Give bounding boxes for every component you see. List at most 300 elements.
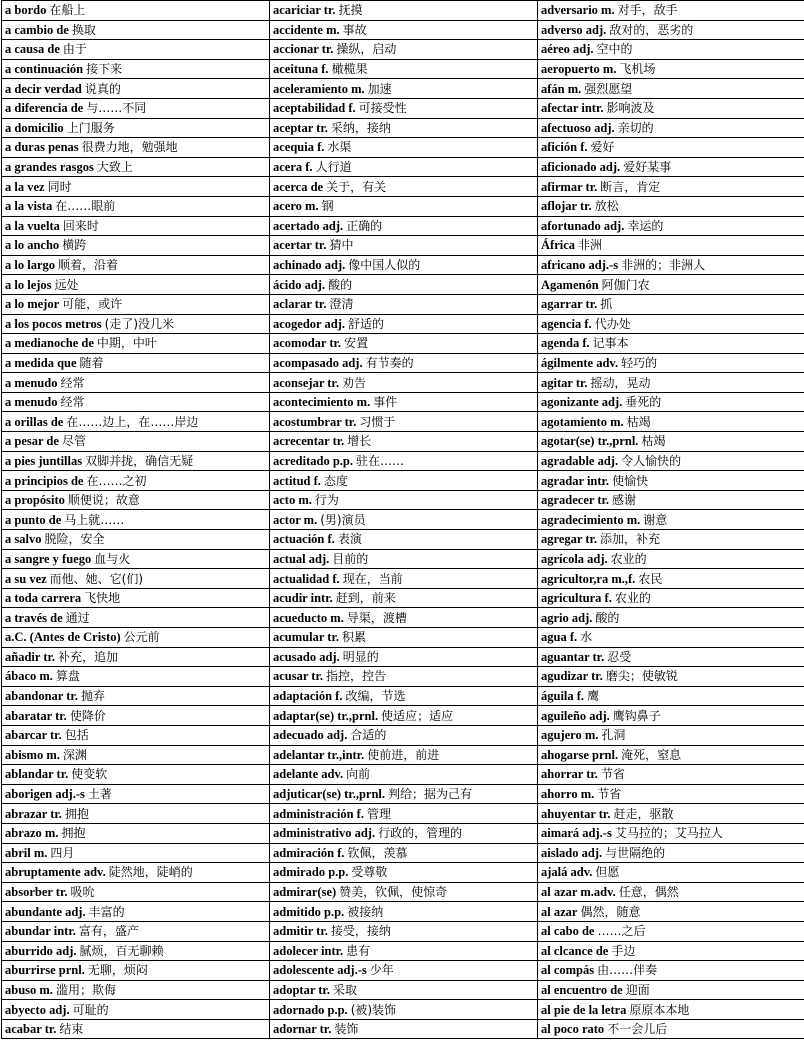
entry-term: a punto de [5, 512, 62, 527]
entry-term: acogedor adj. [273, 316, 345, 331]
entry-translation: 马上就…… [64, 512, 125, 527]
entry-term: adaptar(se) tr.,prnl. [273, 708, 379, 723]
entry-term: agrícola adj. [541, 551, 608, 566]
entry-term: accionar tr. [273, 42, 334, 57]
entry-translation: 谢意 [643, 512, 668, 527]
entry-translation: ……之后 [597, 924, 646, 939]
entry-translation: 原原本本地 [629, 1002, 690, 1017]
entry-translation: 但愿 [595, 865, 620, 880]
entry-term: achinado adj. [273, 258, 346, 273]
vocab-entry [2, 392, 270, 412]
table-row [2, 216, 804, 236]
entry-translation: 无聊，烦闷 [87, 963, 148, 978]
table-row [2, 20, 804, 40]
entry-term: a menudo [5, 375, 58, 390]
entry-term: al pie de la letra [541, 1002, 627, 1017]
entry-translation: 向前 [346, 767, 371, 782]
vocab-entry [270, 921, 538, 941]
entry-term: a.C. (Antes de Cristo) [5, 630, 121, 645]
entry-translation: 爱好 [590, 140, 615, 155]
vocab-entry [538, 236, 804, 256]
entry-term: agenda f. [541, 336, 590, 351]
entry-term: agradecimiento m. [541, 512, 641, 527]
entry-translation: 轻巧的 [621, 355, 658, 370]
entry-term: a su vez [5, 571, 47, 586]
table-row [2, 40, 804, 60]
entry-term: acto m. [273, 493, 312, 508]
vocab-entry [270, 412, 538, 432]
entry-translation: 合适的 [350, 728, 387, 743]
entry-term: agarrar tr. [541, 297, 598, 312]
vocab-entry [538, 863, 804, 883]
entry-translation: 态度 [323, 473, 348, 488]
vocab-entry [270, 843, 538, 863]
vocab-entry [270, 784, 538, 804]
entry-translation: 可耻的 [72, 1002, 109, 1017]
entry-translation: 丰富的 [88, 904, 125, 919]
table-row [2, 628, 804, 648]
table-row [2, 98, 804, 118]
entry-translation: 橄榄果 [331, 62, 368, 77]
entry-term: agudizar tr. [541, 669, 603, 684]
entry-term: agricultor,ra m.,f. [541, 571, 636, 586]
entry-translation: 钢 [321, 199, 334, 214]
vocab-entry [2, 236, 270, 256]
table-row [2, 706, 804, 726]
table-row [2, 294, 804, 314]
entry-translation: 空中的 [596, 42, 633, 57]
vocab-entry [2, 1000, 270, 1020]
table-row [2, 765, 804, 785]
entry-translation: 顺着，沿着 [58, 258, 119, 273]
table-row [2, 1019, 804, 1039]
entry-term: agregar tr. [541, 532, 598, 547]
entry-term: a cambio de [5, 22, 69, 37]
vocab-entry [2, 882, 270, 902]
entry-term: adelantar tr.,intr. [273, 747, 365, 762]
entry-term: admiración f. [273, 845, 345, 860]
vocab-entry [538, 882, 804, 902]
vocab-entry [538, 843, 804, 863]
table-row [2, 745, 804, 765]
entry-term: adelante adv. [273, 767, 344, 782]
entry-term: ábaco m. [5, 669, 53, 684]
entry-translation: 记事本 [592, 336, 629, 351]
vocab-entry [270, 314, 538, 334]
vocab-entry [270, 745, 538, 765]
vocab-entry [2, 255, 270, 275]
entry-translation: 接下来 [86, 62, 123, 77]
entry-translation: 腻烦，百无聊赖 [79, 943, 164, 958]
vocab-entry [270, 765, 538, 785]
entry-translation: 赞美，钦佩，使惊奇 [339, 885, 448, 900]
vocab-entry [2, 784, 270, 804]
entry-term: al encuentro de [541, 982, 623, 997]
vocab-entry [538, 941, 804, 961]
entry-translation: 代办处 [594, 316, 631, 331]
entry-term: afirmar tr. [541, 179, 598, 194]
entry-translation: 接受，接纳 [330, 924, 391, 939]
vocab-entry [538, 392, 804, 412]
entry-translation: 猜中 [329, 238, 354, 253]
vocab-entry [538, 138, 804, 158]
vocab-entry [538, 314, 804, 334]
vocab-entry [538, 451, 804, 471]
entry-translation: 包括 [64, 728, 89, 743]
vocab-entry [538, 608, 804, 628]
table-row [2, 373, 804, 393]
vocab-entry [538, 628, 804, 648]
entry-translation: 行为 [314, 493, 339, 508]
vocab-entry [2, 863, 270, 883]
vocab-entry [538, 706, 804, 726]
vocab-entry [270, 588, 538, 608]
entry-term: a la vez [5, 179, 45, 194]
entry-translation: 非洲的；非洲人 [621, 258, 706, 273]
vocab-entry [270, 432, 538, 452]
entry-translation: 有节奏的 [365, 355, 414, 370]
entry-translation: 淹死，窒息 [621, 747, 682, 762]
entry-translation: 经常 [60, 375, 85, 390]
vocab-entry [2, 373, 270, 393]
entry-translation: 事件 [373, 395, 398, 410]
table-row [2, 549, 804, 569]
vocab-entry [2, 334, 270, 354]
entry-translation: 陡然地，陡峭的 [108, 865, 193, 880]
entry-term: añadir tr. [5, 649, 56, 664]
vocab-entry [2, 353, 270, 373]
entry-term: acequia f. [273, 140, 325, 155]
entry-term: a lo lejos [5, 277, 52, 292]
vocab-entry [270, 882, 538, 902]
vocab-entry [538, 804, 804, 824]
entry-term: aborigen adj.-s [5, 787, 85, 802]
vocab-entry [538, 1, 804, 21]
table-row [2, 432, 804, 452]
entry-term: agotar(se) tr.,prnl. [541, 434, 639, 449]
vocabulary-table-body [2, 1, 804, 1039]
entry-term: adoptar tr. [273, 982, 330, 997]
vocab-entry [538, 902, 804, 922]
entry-translation: 使前进，前进 [367, 747, 440, 762]
entry-translation: 放松 [594, 199, 619, 214]
vocab-entry [2, 628, 270, 648]
entry-translation: 水 [580, 630, 593, 645]
vocab-entry [2, 980, 270, 1000]
entry-translation: 抛弃 [80, 689, 105, 704]
entry-translation: 算盘 [55, 669, 80, 684]
entry-translation: 而他、她、它(们) [49, 571, 144, 586]
vocab-entry [270, 1, 538, 21]
entry-term: aguileño adj. [541, 708, 610, 723]
table-row [2, 392, 804, 412]
vocab-entry [2, 412, 270, 432]
entry-translation: 垂死的 [625, 395, 662, 410]
vocab-entry [270, 510, 538, 530]
vocab-entry [538, 157, 804, 177]
vocab-entry [270, 451, 538, 471]
table-row [2, 510, 804, 530]
vocab-entry [538, 20, 804, 40]
vocab-entry [538, 569, 804, 589]
entry-translation: 表演 [337, 532, 362, 547]
entry-term: a duras penas [5, 140, 79, 155]
entry-translation: 很费力地，勉强地 [81, 140, 178, 155]
entry-translation: 导渠，渡槽 [346, 610, 407, 625]
entry-translation: 滥用；欺侮 [55, 982, 116, 997]
entry-term: aguantar tr. [541, 649, 605, 664]
entry-translation: 与世隔绝的 [605, 845, 666, 860]
vocab-entry [538, 980, 804, 1000]
table-row [2, 196, 804, 216]
entry-translation: (走了)没几米 [104, 316, 175, 331]
entry-translation: 明显的 [342, 649, 379, 664]
entry-term: aceleramiento m. [273, 81, 365, 96]
entry-term: a través de [5, 610, 63, 625]
entry-term: abrazo m. [5, 826, 59, 841]
vocab-entry [2, 745, 270, 765]
vocab-entry [2, 823, 270, 843]
vocab-entry [2, 530, 270, 550]
vocab-entry [270, 40, 538, 60]
table-row [2, 569, 804, 589]
entry-translation: 酸的 [595, 610, 620, 625]
entry-term: abandonar tr. [5, 689, 78, 704]
entry-term: acostumbrar tr. [273, 414, 357, 429]
entry-translation: 赶到，前来 [335, 591, 396, 606]
entry-term: a propósito [5, 493, 65, 508]
entry-term: abruptamente adv. [5, 865, 106, 880]
entry-term: acertado adj. [273, 218, 344, 233]
vocab-entry [2, 157, 270, 177]
entry-term: abundar intr. [5, 924, 76, 939]
table-row [2, 843, 804, 863]
vocab-entry [2, 59, 270, 79]
entry-term: adjuticar(se) tr.,prnl. [273, 787, 386, 802]
entry-translation: 血与火 [94, 551, 131, 566]
vocab-entry [538, 588, 804, 608]
vocab-entry [538, 745, 804, 765]
table-row [2, 941, 804, 961]
vocab-entry [270, 530, 538, 550]
entry-term: acrecentar tr. [273, 434, 345, 449]
entry-translation: 目前的 [332, 551, 369, 566]
vocab-entry [538, 921, 804, 941]
table-row [2, 334, 804, 354]
entry-translation: 水渠 [327, 140, 352, 155]
vocab-entry [2, 1019, 270, 1039]
vocab-entry [538, 823, 804, 843]
entry-translation: 现在，当前 [342, 571, 403, 586]
vocab-entry [538, 784, 804, 804]
entry-term: actor m. [273, 512, 318, 527]
entry-translation: 澄清 [329, 297, 354, 312]
entry-term: a grandes rasgos [5, 160, 94, 175]
vocab-entry [270, 79, 538, 99]
entry-translation: 枯竭 [641, 434, 666, 449]
entry-term: adversario m. [541, 3, 615, 18]
entry-term: agradar intr. [541, 473, 610, 488]
vocab-entry [538, 79, 804, 99]
entry-term: abril m. [5, 845, 48, 860]
entry-term: a medida que [5, 355, 77, 370]
vocab-entry [2, 177, 270, 197]
vocab-entry [2, 432, 270, 452]
entry-translation: 农业的 [610, 551, 647, 566]
entry-translation: 令人愉快的 [621, 453, 682, 468]
entry-term: a la vista [5, 199, 53, 214]
entry-translation: 影响波及 [606, 101, 655, 116]
entry-translation: (被)装饰 [350, 1002, 397, 1017]
entry-translation: 上门服务 [66, 120, 115, 135]
entry-translation: 由于 [62, 42, 87, 57]
vocab-entry [270, 294, 538, 314]
vocab-entry [2, 216, 270, 236]
entry-term: África [541, 238, 576, 253]
vocab-entry [538, 961, 804, 981]
entry-term: afición f. [541, 140, 588, 155]
entry-term: aceptar tr. [273, 120, 328, 135]
entry-term: agencia f. [541, 316, 592, 331]
entry-translation: 积累 [341, 630, 366, 645]
table-row [2, 236, 804, 256]
entry-translation: 抚摸 [338, 3, 363, 18]
entry-translation: 深渊 [62, 747, 87, 762]
entry-term: agradecer tr. [541, 493, 610, 508]
vocab-entry [2, 569, 270, 589]
entry-term: al clcance de [541, 943, 609, 958]
vocab-entry [270, 157, 538, 177]
vocab-entry [538, 432, 804, 452]
entry-translation: 飞机场 [619, 62, 656, 77]
table-row [2, 1000, 804, 1020]
entry-term: acabar tr. [5, 1022, 57, 1037]
entry-translation: 结束 [59, 1022, 84, 1037]
entry-translation: 使愉快 [612, 473, 649, 488]
entry-term: a pesar de [5, 434, 59, 449]
table-row [2, 667, 804, 687]
entry-translation: 大致上 [96, 160, 133, 175]
vocab-entry [270, 569, 538, 589]
vocab-entry [2, 706, 270, 726]
vocab-entry [2, 490, 270, 510]
vocab-entry [270, 1019, 538, 1039]
entry-term: a orillas de [5, 414, 64, 429]
entry-translation: 少年 [369, 963, 394, 978]
entry-term: a principios de [5, 473, 84, 488]
entry-translation: 经常 [60, 395, 85, 410]
table-row [2, 863, 804, 883]
entry-translation: 舒适的 [348, 316, 385, 331]
entry-term: a toda carrera [5, 591, 82, 606]
table-row [2, 275, 804, 295]
entry-translation: 在……边上，在……岸边 [66, 414, 199, 429]
entry-term: águila f. [541, 689, 585, 704]
entry-translation: 艾马拉的；艾马拉人 [614, 826, 723, 841]
entry-term: aburrido adj. [5, 943, 77, 958]
entry-translation: 患有 [346, 943, 371, 958]
entry-term: aéreo adj. [541, 42, 594, 57]
vocab-entry [538, 275, 804, 295]
vocab-entry [270, 392, 538, 412]
entry-translation: 阿伽门农 [601, 277, 650, 292]
vocab-entry [2, 40, 270, 60]
vocab-entry [538, 549, 804, 569]
entry-translation: 由……伴奏 [597, 963, 658, 978]
entry-translation: 判给；据为己有 [388, 787, 473, 802]
entry-term: acumular tr. [273, 630, 339, 645]
entry-translation: 操纵，启动 [336, 42, 397, 57]
entry-translation: 抓 [600, 297, 613, 312]
table-row [2, 79, 804, 99]
entry-translation: 可接受性 [358, 101, 407, 116]
entry-term: agua f. [541, 630, 578, 645]
entry-term: acomodar tr. [273, 336, 342, 351]
entry-term: adolecer intr. [273, 943, 344, 958]
vocab-entry [270, 549, 538, 569]
vocab-entry [270, 686, 538, 706]
entry-translation: 四月 [50, 845, 75, 860]
vocab-entry [2, 941, 270, 961]
table-row [2, 490, 804, 510]
vocab-entry [2, 804, 270, 824]
vocab-entry [538, 1000, 804, 1020]
entry-term: agonizante adj. [541, 395, 623, 410]
table-row [2, 530, 804, 550]
entry-term: admitido p.p. [273, 904, 345, 919]
entry-translation: 强烈愿望 [584, 81, 633, 96]
entry-term: adecuado adj. [273, 728, 348, 743]
entry-translation: 关于，有关 [326, 179, 387, 194]
entry-translation: 感谢 [612, 493, 637, 508]
table-row [2, 980, 804, 1000]
vocab-entry [270, 647, 538, 667]
vocab-entry [2, 79, 270, 99]
entry-term: aceptabilidad f. [273, 101, 356, 116]
vocab-entry [2, 588, 270, 608]
vocab-entry [2, 20, 270, 40]
entry-translation: 摇动，晃动 [590, 375, 651, 390]
vocab-entry [270, 980, 538, 1000]
entry-translation: 拥抱 [61, 826, 86, 841]
vocab-entry [270, 216, 538, 236]
vocab-entry [538, 353, 804, 373]
vocab-entry [538, 686, 804, 706]
vocab-entry [270, 608, 538, 628]
entry-translation: 通过 [65, 610, 90, 625]
entry-translation: 非洲 [578, 238, 603, 253]
entry-translation: 同时 [47, 179, 72, 194]
vocab-entry [2, 471, 270, 491]
vocab-entry [538, 412, 804, 432]
entry-term: afán m. [541, 81, 582, 96]
vocab-entry [2, 196, 270, 216]
entry-term: adaptación f. [273, 689, 343, 704]
vocab-entry [538, 98, 804, 118]
entry-term: aconsejar tr. [273, 375, 339, 390]
entry-term: a medianoche de [5, 336, 94, 351]
vocab-entry [2, 961, 270, 981]
entry-term: aflojar tr. [541, 199, 592, 214]
table-row [2, 686, 804, 706]
entry-term: actualidad f. [273, 571, 340, 586]
table-row [2, 804, 804, 824]
entry-term: afortunado adj. [541, 218, 625, 233]
entry-translation: 脱险，安全 [44, 532, 105, 547]
entry-term: ahorro m. [541, 787, 595, 802]
entry-term: a la vuelta [5, 218, 60, 233]
vocab-entry [270, 725, 538, 745]
